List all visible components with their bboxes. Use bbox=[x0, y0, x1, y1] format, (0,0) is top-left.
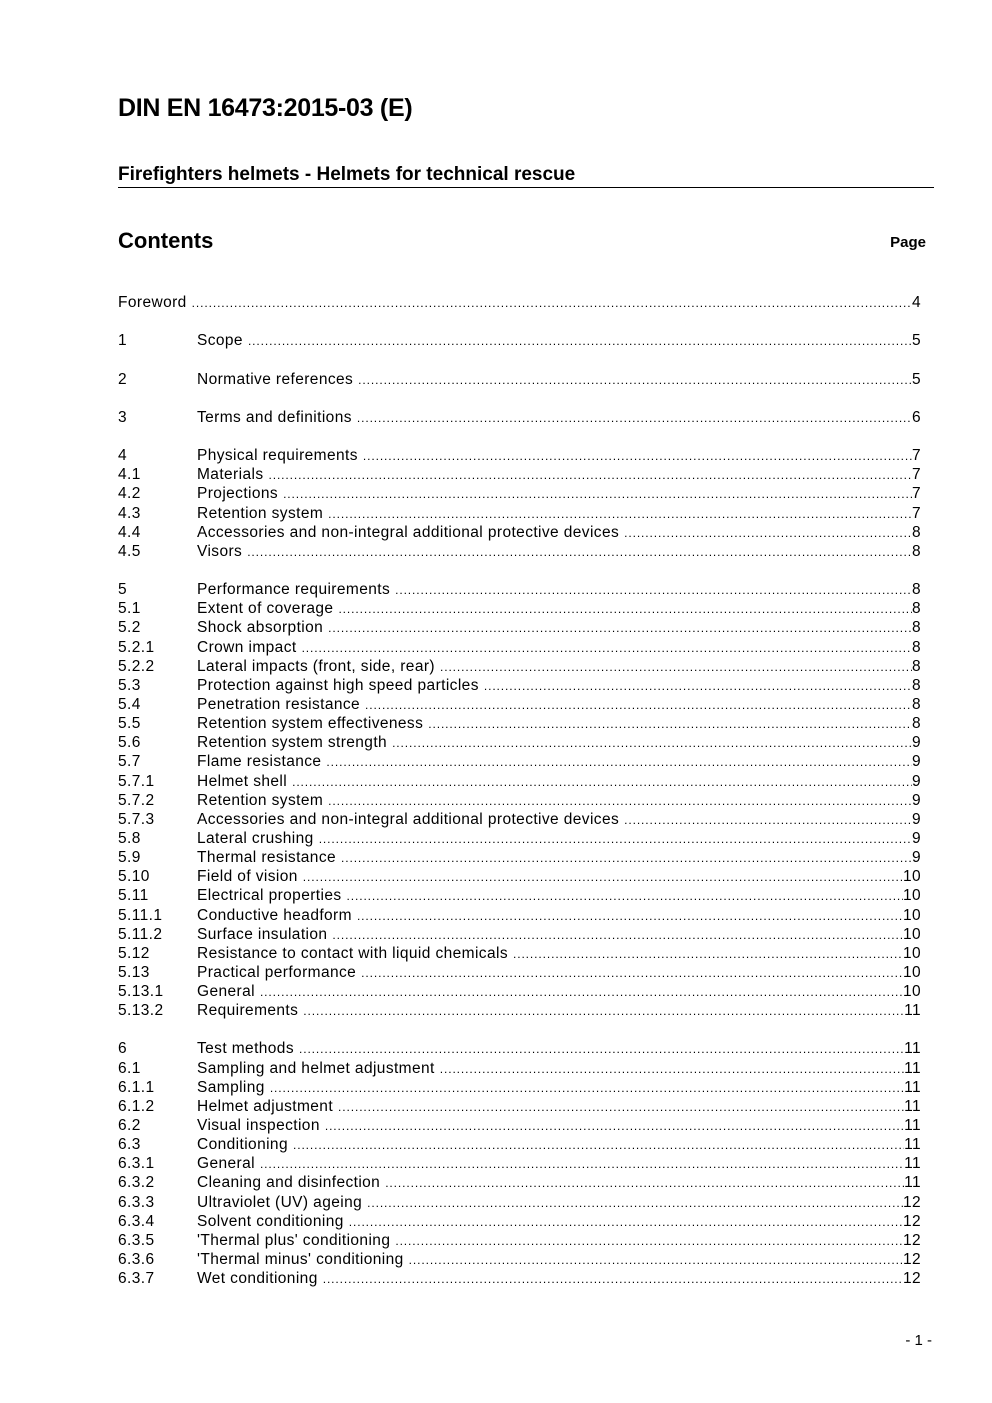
toc-entry-page: 8 bbox=[911, 542, 921, 560]
toc-dot-leader bbox=[270, 1079, 904, 1098]
toc-entry-page: 8 bbox=[911, 523, 921, 541]
toc-entry-page: 7 bbox=[911, 466, 921, 484]
toc-entry[interactable] bbox=[118, 886, 921, 905]
toc-dot-leader bbox=[440, 658, 912, 677]
toc-entry-title: Sampling bbox=[197, 1078, 265, 1096]
toc-entry-number: 4.3 bbox=[118, 504, 141, 522]
toc-entry-number: 5.1 bbox=[118, 600, 141, 618]
toc-entry-number: 6.3.4 bbox=[118, 1212, 155, 1230]
toc-entry-number: 5.2.1 bbox=[118, 638, 155, 656]
toc-entry[interactable] bbox=[118, 580, 921, 599]
toc-entry-page: 8 bbox=[911, 600, 921, 618]
toc-entry-page: 8 bbox=[911, 638, 921, 656]
toc-dot-leader bbox=[325, 1117, 904, 1136]
toc-entry[interactable] bbox=[118, 1135, 921, 1154]
toc-entry[interactable] bbox=[118, 293, 921, 312]
toc-entry-title: Cleaning and disinfection bbox=[197, 1174, 381, 1192]
toc-entry-title: Flame resistance bbox=[197, 753, 322, 771]
toc-entry-page: 8 bbox=[911, 619, 921, 637]
toc-dot-leader bbox=[367, 1194, 903, 1213]
toc-entry-number: 5.7 bbox=[118, 753, 141, 771]
toc-dot-leader bbox=[292, 773, 912, 792]
toc-entry[interactable] bbox=[118, 676, 921, 695]
toc-dot-leader bbox=[192, 294, 912, 313]
toc-entry-page: 11 bbox=[904, 1040, 921, 1058]
toc-entry[interactable] bbox=[118, 618, 921, 637]
toc-entry-title: Conditioning bbox=[197, 1136, 288, 1154]
toc-entry-title: Accessories and non-integral additional protective devices bbox=[197, 810, 620, 828]
toc-entry-page: 12 bbox=[902, 1251, 921, 1269]
toc-entry[interactable] bbox=[118, 1231, 921, 1250]
toc-entry-number: 5.13.2 bbox=[118, 1002, 164, 1020]
toc-dot-leader bbox=[302, 639, 912, 658]
toc-dot-leader bbox=[303, 868, 903, 887]
toc-entry-number: 5.10 bbox=[118, 868, 150, 886]
toc-entry-number: 5.12 bbox=[118, 944, 150, 962]
toc-entry-title: Electrical properties bbox=[197, 887, 342, 905]
toc-dot-leader bbox=[328, 619, 912, 638]
toc-entry-number: 4.2 bbox=[118, 485, 141, 503]
toc-entry-title: 'Thermal plus' conditioning bbox=[197, 1231, 391, 1249]
toc-entry-number: 6 bbox=[118, 1040, 128, 1058]
toc-entry-page: 11 bbox=[904, 1174, 921, 1192]
toc-entry-number: 6.3.1 bbox=[118, 1155, 155, 1173]
toc-entry-title: Solvent conditioning bbox=[197, 1212, 344, 1230]
toc-entry[interactable] bbox=[118, 542, 921, 561]
toc-entry[interactable] bbox=[118, 791, 921, 810]
toc-entry[interactable] bbox=[118, 714, 921, 733]
toc-entry-title: Foreword bbox=[118, 294, 187, 311]
toc-dot-leader bbox=[624, 524, 912, 543]
toc-entry-title: Requirements bbox=[197, 1002, 299, 1020]
toc-entry[interactable] bbox=[118, 772, 921, 791]
toc-entry-page: 10 bbox=[902, 868, 921, 886]
toc-entry-title: Normative references bbox=[197, 370, 354, 388]
document-title: DIN EN 16473:2015-03 (E) bbox=[118, 94, 413, 122]
toc-dot-leader bbox=[624, 811, 912, 830]
toc-entry-number: 2 bbox=[118, 370, 128, 388]
toc-dot-leader bbox=[363, 447, 912, 466]
document-subtitle: Firefighters helmets - Helmets for technical rescue bbox=[118, 164, 934, 188]
toc-entry[interactable] bbox=[118, 657, 921, 676]
toc-entry[interactable] bbox=[118, 867, 921, 886]
toc-entry[interactable] bbox=[118, 1097, 921, 1116]
toc-entry-number: 5.7.3 bbox=[118, 810, 155, 828]
toc-entry-title: Retention system effectiveness bbox=[197, 715, 424, 733]
toc-entry-title: General bbox=[197, 1155, 255, 1173]
toc-entry-number: 5.11.2 bbox=[118, 925, 163, 943]
toc-entry-title: Retention system bbox=[197, 791, 324, 809]
toc-dot-leader bbox=[428, 715, 912, 734]
toc-entry-page: 10 bbox=[902, 887, 921, 905]
toc-entry-title: Penetration resistance bbox=[197, 695, 361, 713]
toc-entry[interactable] bbox=[118, 1193, 921, 1212]
toc-dot-leader bbox=[513, 945, 903, 964]
toc-dot-leader bbox=[248, 332, 912, 351]
toc-entry[interactable] bbox=[118, 599, 921, 618]
toc-entry[interactable] bbox=[118, 465, 921, 484]
toc-dot-leader bbox=[357, 907, 903, 926]
toc-dot-leader bbox=[323, 1270, 903, 1289]
toc-dot-leader bbox=[395, 1232, 903, 1251]
toc-entry-page: 7 bbox=[911, 485, 921, 503]
toc-dot-leader bbox=[341, 849, 912, 868]
toc-entry-page: 8 bbox=[911, 695, 921, 713]
toc-entry-title: General bbox=[197, 983, 255, 1001]
toc-dot-leader bbox=[319, 830, 912, 849]
toc-dot-leader bbox=[338, 1098, 904, 1117]
toc-entry-title: Protection against high speed particles bbox=[197, 676, 479, 694]
toc-entry-title: Materials bbox=[197, 466, 264, 484]
toc-entry-title: Resistance to contact with liquid chemicals bbox=[197, 944, 508, 962]
toc-entry-title: Shock absorption bbox=[197, 619, 324, 637]
toc-entry[interactable] bbox=[118, 1001, 921, 1020]
toc-dot-leader bbox=[361, 964, 903, 983]
toc-entry-number: 4 bbox=[118, 447, 128, 465]
toc-entry-page: 8 bbox=[911, 715, 921, 733]
toc-entry-page: 7 bbox=[911, 504, 921, 522]
toc-entry-title: Helmet adjustment bbox=[197, 1097, 334, 1115]
toc-dot-leader bbox=[293, 1136, 904, 1155]
toc-entry-page: 10 bbox=[902, 963, 921, 981]
toc-entry[interactable] bbox=[118, 446, 921, 465]
toc-entry-title: Accessories and non-integral additional protective devices bbox=[197, 523, 620, 541]
toc-entry[interactable] bbox=[118, 1154, 921, 1173]
toc-entry-number: 5.13.1 bbox=[118, 983, 164, 1001]
toc-entry[interactable] bbox=[118, 504, 921, 523]
toc-entry[interactable] bbox=[118, 484, 921, 503]
toc-entry-title: Ultraviolet (UV) ageing bbox=[197, 1193, 363, 1211]
toc-dot-leader bbox=[268, 466, 911, 485]
toc-entry[interactable] bbox=[118, 695, 921, 714]
toc-entry[interactable] bbox=[118, 370, 921, 389]
toc-entry-number: 4.1 bbox=[118, 466, 141, 484]
toc-entry-title: Wet conditioning bbox=[197, 1270, 318, 1288]
toc-dot-leader bbox=[247, 543, 912, 562]
toc-entry-page: 4 bbox=[911, 294, 921, 311]
toc-entry-page: 9 bbox=[911, 791, 921, 809]
toc-entry-page: 9 bbox=[911, 829, 921, 847]
toc-dot-leader bbox=[484, 677, 912, 696]
toc-entry-title: Field of vision bbox=[197, 868, 298, 886]
toc-dot-leader bbox=[358, 371, 912, 390]
toc-entry[interactable] bbox=[118, 331, 921, 350]
toc-entry-page: 10 bbox=[902, 906, 921, 924]
toc-entry-title: Helmet shell bbox=[197, 772, 288, 790]
toc-entry-page: 12 bbox=[902, 1193, 921, 1211]
toc-entry[interactable] bbox=[118, 925, 921, 944]
toc-entry-title: Visual inspection bbox=[197, 1117, 320, 1135]
toc-entry-title: Scope bbox=[197, 332, 243, 350]
toc-entry[interactable] bbox=[118, 733, 921, 752]
toc-entry[interactable] bbox=[118, 944, 921, 963]
toc-entry-page: 11 bbox=[904, 1002, 921, 1020]
toc-entry[interactable] bbox=[118, 752, 921, 771]
page-column-label: Page bbox=[890, 234, 926, 251]
toc-entry-title: Performance requirements bbox=[197, 581, 391, 599]
toc-entry[interactable] bbox=[118, 963, 921, 982]
toc-dot-leader bbox=[332, 926, 903, 945]
toc-entry-title: Projections bbox=[197, 485, 279, 503]
toc-dot-leader bbox=[299, 1040, 904, 1059]
toc-entry-number: 5.5 bbox=[118, 715, 141, 733]
toc-entry-number: 6.3.7 bbox=[118, 1270, 155, 1288]
toc-dot-leader bbox=[395, 581, 912, 600]
toc-entry-title: Sampling and helmet adjustment bbox=[197, 1059, 435, 1077]
toc-entry-number: 6.3.3 bbox=[118, 1193, 155, 1211]
toc-entry-page: 6 bbox=[911, 408, 921, 426]
toc-entry[interactable] bbox=[118, 1039, 921, 1058]
toc-entry-number: 3 bbox=[118, 408, 128, 426]
toc-dot-leader bbox=[409, 1251, 903, 1270]
toc-entry-number: 6.3 bbox=[118, 1136, 141, 1154]
toc-entry-title: Visors bbox=[197, 542, 243, 560]
toc-entry[interactable] bbox=[118, 1212, 921, 1231]
toc-entry[interactable] bbox=[118, 408, 921, 427]
toc-entry[interactable] bbox=[118, 1250, 921, 1269]
toc-entry-title: Test methods bbox=[197, 1040, 294, 1058]
toc-entry-number: 6.3.6 bbox=[118, 1251, 155, 1269]
toc-entry[interactable] bbox=[118, 1078, 921, 1097]
toc-entry-page: 8 bbox=[911, 581, 921, 599]
toc-entry-number: 4.4 bbox=[118, 523, 141, 541]
toc-dot-leader bbox=[440, 1060, 904, 1079]
toc-entry-title: Lateral crushing bbox=[197, 829, 314, 847]
toc-entry-number: 5.3 bbox=[118, 676, 141, 694]
toc-entry-page: 11 bbox=[904, 1155, 921, 1173]
toc-entry-title: Crown impact bbox=[197, 638, 297, 656]
toc-entry[interactable] bbox=[118, 1059, 921, 1078]
toc-entry-page: 12 bbox=[902, 1231, 921, 1249]
toc-dot-leader bbox=[349, 1213, 903, 1232]
toc-entry-number: 5.11 bbox=[118, 887, 149, 905]
toc-dot-leader bbox=[328, 505, 912, 524]
toc-entry-page: 11 bbox=[904, 1117, 921, 1135]
toc-entry-page: 12 bbox=[902, 1212, 921, 1230]
toc-dot-leader bbox=[328, 792, 912, 811]
toc-entry-title: Lateral impacts (front, side, rear) bbox=[197, 657, 435, 675]
table-of-contents bbox=[118, 293, 921, 1288]
toc-entry-number: 5.7.2 bbox=[118, 791, 155, 809]
toc-entry-page: 9 bbox=[911, 772, 921, 790]
toc-dot-leader bbox=[357, 409, 912, 428]
toc-entry[interactable] bbox=[118, 1116, 921, 1135]
toc-entry[interactable] bbox=[118, 1173, 921, 1192]
toc-entry-number: 5.4 bbox=[118, 695, 141, 713]
toc-dot-leader bbox=[365, 696, 912, 715]
toc-entry-page: 10 bbox=[902, 925, 921, 943]
toc-entry-page: 11 bbox=[904, 1078, 921, 1096]
toc-entry-title: Retention system bbox=[197, 504, 324, 522]
toc-entry[interactable] bbox=[118, 906, 921, 925]
toc-entry-page: 9 bbox=[911, 734, 921, 752]
toc-entry-number: 5.13 bbox=[118, 963, 150, 981]
toc-entry-number: 6.1 bbox=[118, 1059, 141, 1077]
toc-entry-number: 6.1.2 bbox=[118, 1097, 155, 1115]
toc-entry[interactable] bbox=[118, 810, 921, 829]
toc-entry[interactable] bbox=[118, 848, 921, 867]
toc-dot-leader bbox=[347, 887, 903, 906]
toc-entry-page: 12 bbox=[902, 1270, 921, 1288]
toc-dot-leader bbox=[303, 1002, 904, 1021]
toc-entry-page: 9 bbox=[911, 849, 921, 867]
toc-entry-page: 9 bbox=[911, 753, 921, 771]
toc-entry-number: 5.11.1 bbox=[118, 906, 163, 924]
toc-dot-leader bbox=[385, 1174, 904, 1193]
toc-entry[interactable] bbox=[118, 638, 921, 657]
toc-entry-page: 11 bbox=[904, 1136, 921, 1154]
toc-entry-page: 7 bbox=[911, 447, 921, 465]
toc-entry-page: 5 bbox=[911, 332, 921, 350]
toc-entry-page: 10 bbox=[902, 983, 921, 1001]
toc-entry[interactable] bbox=[118, 982, 921, 1001]
toc-entry-number: 6.1.1 bbox=[118, 1078, 155, 1096]
toc-dot-leader bbox=[338, 600, 912, 619]
toc-entry-number: 6.3.2 bbox=[118, 1174, 155, 1192]
toc-entry[interactable] bbox=[118, 1269, 921, 1288]
toc-entry-number: 5.2 bbox=[118, 619, 141, 637]
toc-entry-number: 5.8 bbox=[118, 829, 141, 847]
toc-entry-page: 8 bbox=[911, 657, 921, 675]
toc-entry-number: 4.5 bbox=[118, 542, 141, 560]
toc-entry-page: 11 bbox=[904, 1097, 921, 1115]
toc-entry-title: Conductive headform bbox=[197, 906, 352, 924]
toc-entry-number: 1 bbox=[118, 332, 128, 350]
toc-dot-leader bbox=[260, 1155, 904, 1174]
toc-entry-number: 5.7.1 bbox=[118, 772, 155, 790]
toc-dot-leader bbox=[283, 485, 912, 504]
toc-entry-page: 9 bbox=[911, 810, 921, 828]
contents-heading: Contents bbox=[118, 228, 214, 253]
page-number: - 1 - bbox=[905, 1332, 932, 1349]
toc-dot-leader bbox=[392, 734, 912, 753]
toc-entry-page: 8 bbox=[911, 676, 921, 694]
toc-entry[interactable] bbox=[118, 829, 921, 848]
toc-dot-leader bbox=[326, 753, 912, 772]
toc-entry-number: 5.6 bbox=[118, 734, 141, 752]
toc-entry-number: 6.2 bbox=[118, 1117, 141, 1135]
toc-entry-number: 5.9 bbox=[118, 849, 141, 867]
toc-entry-title: Extent of coverage bbox=[197, 600, 334, 618]
toc-entry-page: 5 bbox=[911, 370, 921, 388]
toc-dot-leader bbox=[260, 983, 903, 1002]
toc-entry-title: Physical requirements bbox=[197, 447, 358, 465]
toc-entry-number: 6.3.5 bbox=[118, 1231, 155, 1249]
toc-entry-title: Thermal resistance bbox=[197, 849, 336, 867]
toc-entry-title: Retention system strength bbox=[197, 734, 388, 752]
toc-entry-page: 11 bbox=[904, 1059, 921, 1077]
toc-entry-page: 10 bbox=[902, 944, 921, 962]
toc-entry-title: 'Thermal minus' conditioning bbox=[197, 1251, 404, 1269]
toc-entry[interactable] bbox=[118, 523, 921, 542]
toc-entry-title: Terms and definitions bbox=[197, 408, 352, 426]
toc-entry-number: 5 bbox=[118, 581, 128, 599]
toc-entry-title: Practical performance bbox=[197, 963, 357, 981]
toc-entry-number: 5.2.2 bbox=[118, 657, 155, 675]
toc-entry-title: Surface insulation bbox=[197, 925, 328, 943]
